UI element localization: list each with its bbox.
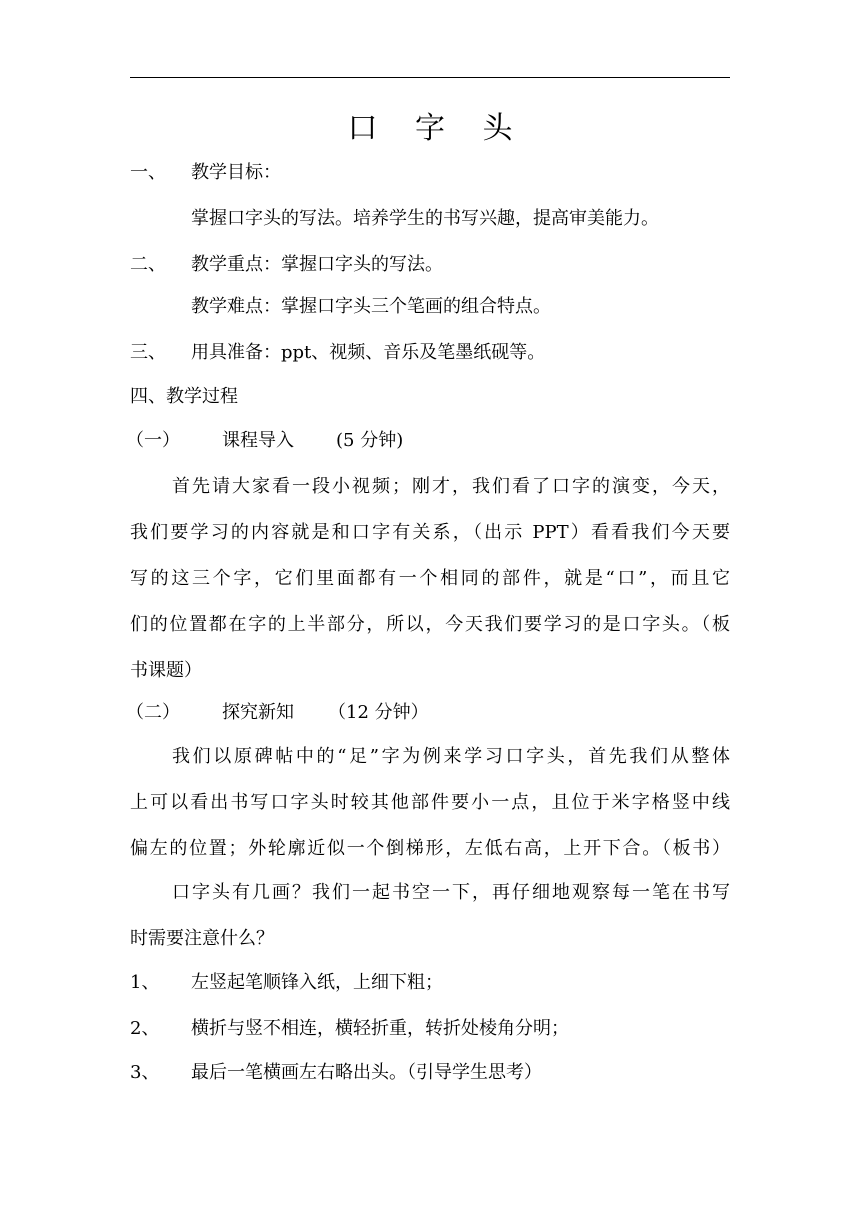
step-number: 2、 <box>130 1018 160 1039</box>
header-rule <box>130 77 730 78</box>
section-1-body: 掌握口字头的写法。培养学生的书写兴趣，提高审美能力。 <box>191 208 659 229</box>
section-2-number: 二、 <box>130 254 166 275</box>
part-1-number: （一） <box>126 430 180 451</box>
paragraph-line: 们的位置都在字的上半部分，所以，今天我们要学习的是口字头。（板 <box>130 614 730 635</box>
page-title: 口 字 头 <box>347 111 527 146</box>
part-1-label: 课程导入 <box>222 430 294 451</box>
part-1-heading <box>126 418 726 464</box>
paragraph-line: 写的这三个字，它们里面都有一个相同的部件，就是“口”，而且它 <box>130 568 730 589</box>
part-2-heading <box>126 690 726 736</box>
part-2-label: 探究新知 <box>222 702 294 723</box>
step-item <box>130 1006 730 1052</box>
paragraph-line: 偏左的位置；外轮廓近似一个倒梯形，左低右高，上开下合。（板书） <box>130 838 730 859</box>
section-3-label: 用具准备：ppt、视频、音乐及笔墨纸砚等。 <box>191 342 546 363</box>
paragraph-line: 时需要注意什么？ <box>130 928 274 949</box>
step-number: 1、 <box>130 972 160 993</box>
section-1-heading <box>130 150 730 196</box>
paragraph-line: 口字头有几画？我们一起书空一下，再仔细地观察每一笔在书写 <box>172 882 730 903</box>
section-2-label: 教学重点：掌握口字头的写法。 <box>191 254 443 275</box>
section-4-heading: 四、教学过程 <box>130 386 238 407</box>
paragraph-line: 书课题） <box>130 660 202 681</box>
section-1-label: 教学目标： <box>191 162 281 183</box>
section-2-heading <box>130 242 730 288</box>
part-2-number: （二） <box>126 702 180 723</box>
part-2-time: （12 分钟） <box>328 702 429 723</box>
step-text: 左竖起笔顺锋入纸，上细下粗； <box>191 972 443 993</box>
paragraph-line: 首先请大家看一段小视频；刚才，我们看了口字的演变，今天， <box>172 476 730 497</box>
part-2-paragraph-2 <box>130 870 730 962</box>
section-3-number: 三、 <box>130 342 166 363</box>
step-text: 横折与竖不相连，横轻折重，转折处棱角分明； <box>191 1018 569 1039</box>
paragraph-line: 上可以看出书写口字头时较其他部件要小一点，且位于米字格竖中线 <box>130 792 730 813</box>
section-3-heading <box>130 330 730 376</box>
section-2-body: 教学难点：掌握口字头三个笔画的组合特点。 <box>191 296 551 317</box>
step-item <box>130 1050 730 1096</box>
part-1-paragraph <box>130 464 730 694</box>
section-1-number: 一、 <box>130 162 166 183</box>
step-text: 最后一笔横画左右略出头。（引导学生思考） <box>191 1062 542 1083</box>
part-1-time: (5 分钟) <box>336 430 404 451</box>
step-item <box>130 960 730 1006</box>
part-2-paragraph-1 <box>130 734 730 872</box>
paragraph-line: 我们以原碑帖中的“足”字为例来学习口字头，首先我们从整体 <box>172 746 730 767</box>
step-number: 3、 <box>130 1062 160 1083</box>
paragraph-line: 我们要学习的内容就是和口字有关系，（出示 PPT）看看我们今天要 <box>130 522 730 543</box>
